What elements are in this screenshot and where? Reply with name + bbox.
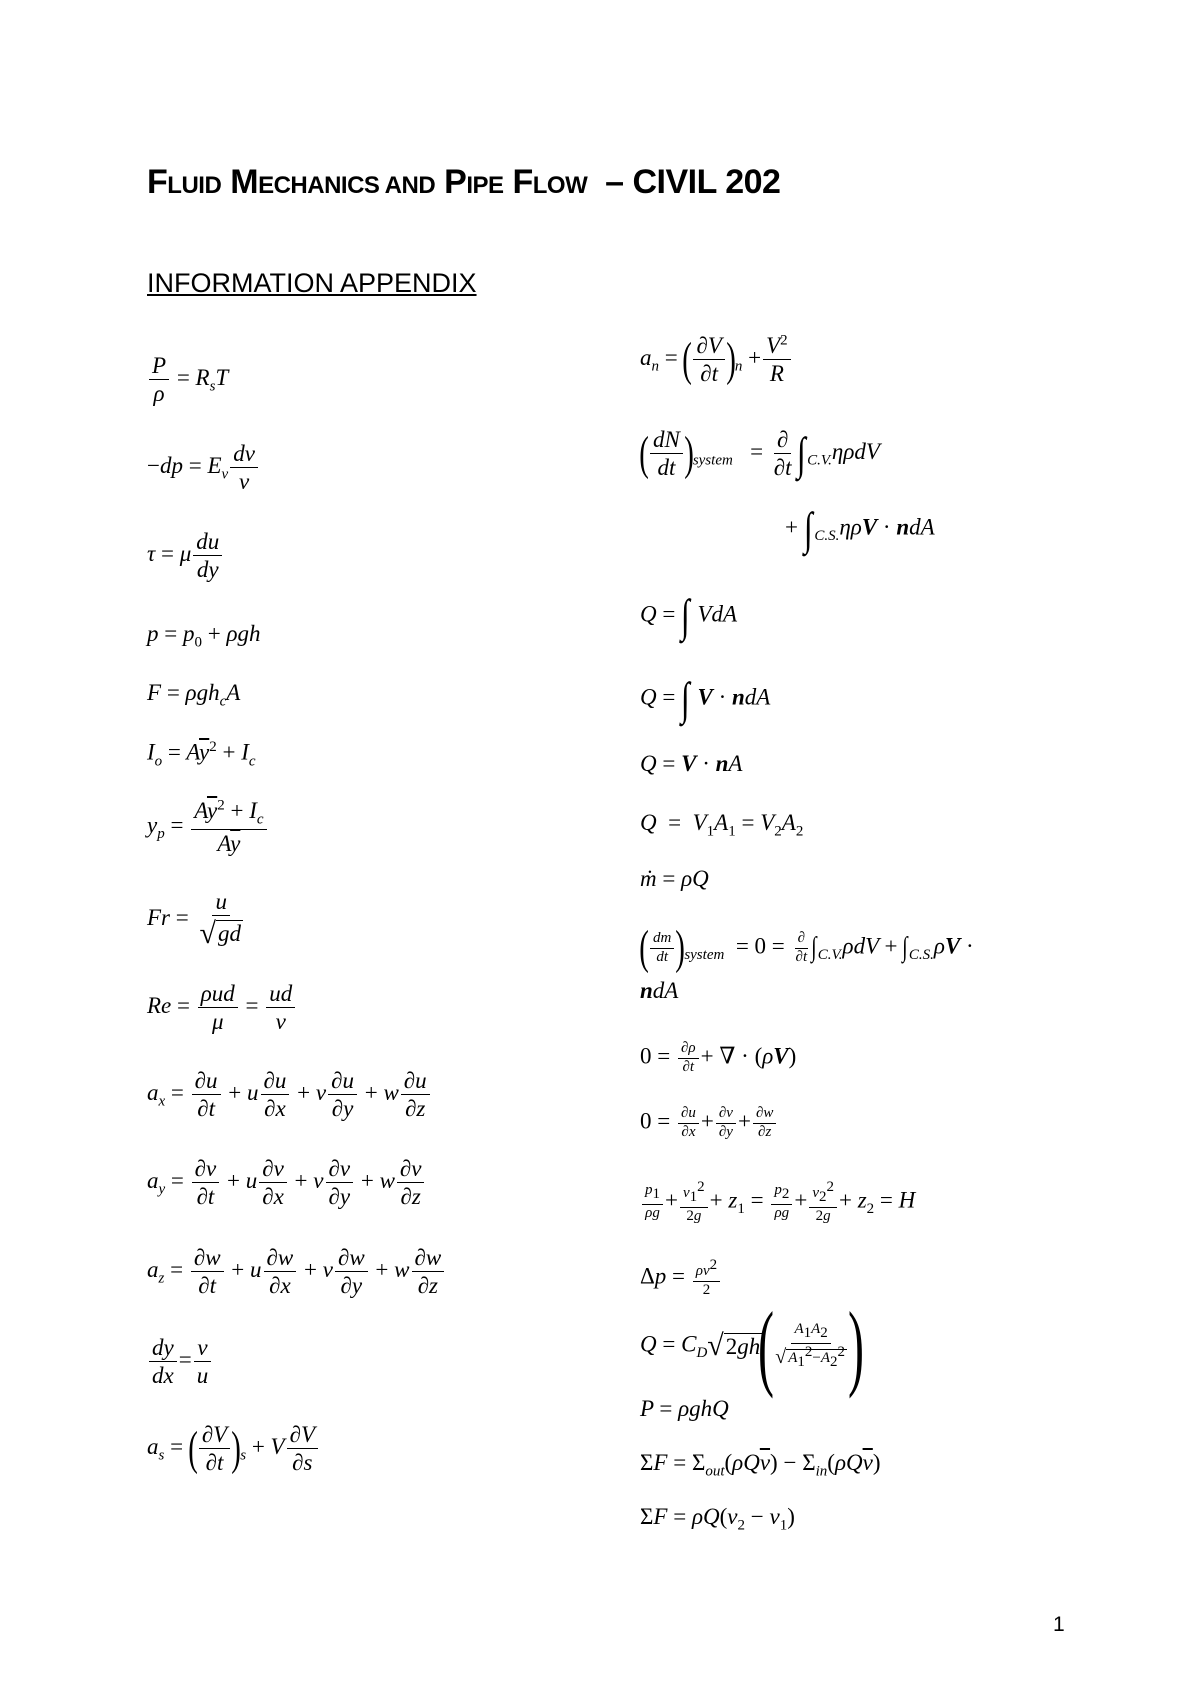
equation-acceleration-x: $a_x$ = $\frac{\partial u}{\partial t}$ + u $\frac{\partial u}{\partial x}$ + v $\frac{\partial u}{\partial y}$ + w $\frac{\partial u}{\partial z}$ bbox=[147, 1067, 432, 1122]
equation-continuity-area: $Q = V_1A_1 = V_2A_2$ bbox=[640, 810, 804, 840]
equation-parallel-axis: $I_o = A\overline{y}^2 + I_c$ bbox=[147, 739, 256, 770]
equation-reynolds-transport: ( $\frac{dN}{dt}$ )$_{system}$ = $\frac{\partial}{\partial t}$ ∫ $_{C.V.}$ηρdV bbox=[639, 426, 880, 481]
equation-mass-conservation: ( $\frac{dm}{dt}$ )$_{system} = 0$ = $\frac{\partial}{\partial t}$ $\int_{C.V.}\rho dV + \int_{C.S.}\rho V$ · bbox=[639, 921, 974, 974]
page-number: 1 bbox=[1053, 1613, 1065, 1636]
equation-hydrostatic-force: F = ρgh$_c$A bbox=[147, 680, 241, 710]
equation-acceleration-z: $a_z$ = $\frac{\partial w}{\partial t}$ + u $\frac{\partial w}{\partial x}$ + v $\frac{\partial w}{\partial y}$ + w $\frac{\partial w}{\partial z}$ bbox=[147, 1244, 446, 1299]
equation-acceleration-y: $a_y$ = $\frac{\partial v}{\partial t}$ + u $\frac{\partial v}{\partial x}$ + v $\frac{\partial v}{\partial y}$ + w $\frac{\partial v}{\partial z}$ bbox=[147, 1155, 426, 1210]
equation-momentum-velocity: $\Sigma F = \rho Q(v_2 - v_1)$ bbox=[640, 1504, 795, 1534]
page-title: FLUID MECHANICS AND PIPE FLOW – CIVIL 202 bbox=[147, 163, 781, 201]
equation-ideal-gas: $\frac{P}{\rho}$ = $R_sT$ bbox=[147, 352, 228, 407]
equation-bernoulli: $\frac{p_1}{\rho g}$ + $\frac{v_1^2}{2g}$ + $z_1$ = $\frac{p_2}{\rho g}$ + $\frac{v_2^2}{2g}$ + $z_2 = H$ bbox=[640, 1179, 915, 1225]
equation-reynolds-number: Re = $\frac{\text{ρud}}{\mu}$ = $\frac{ud}{\nu}$ bbox=[147, 980, 297, 1035]
equation-dynamic-pressure: Δp = $\frac{\rho v^2}{2}$ bbox=[640, 1257, 722, 1299]
equation-centre-of-pressure: $y_p$ = $\frac{A\overline{y}^2 + I_c}{A\overline{y}}$ bbox=[147, 797, 269, 857]
equation-reynolds-transport-cont: + ∫ $_{C.S.}$ηρV · ndA bbox=[785, 503, 935, 554]
equation-continuity-incompressible: 0 = $\frac{\partial u}{\partial x}$ + $\frac{\partial v}{\partial y}$ + $\frac{\partial w}{\partial z}$ bbox=[640, 1105, 778, 1141]
equation-mass-flow-rate: ṁ = ρQ bbox=[640, 866, 709, 891]
equation-streamline: $\frac{dy}{dx}$ = $\frac{v}{u}$ bbox=[147, 1334, 213, 1389]
equation-mass-conservation-cont: ndA bbox=[640, 978, 679, 1003]
equation-venturi-flow: $Q = C_D√2gh$( $\frac{A_1A_2}{√ A_1^2-A_2^2}$ ) bbox=[640, 1292, 865, 1399]
equation-bulk-modulus: $-dp = E_v$ $\frac{dv}{v}$ bbox=[147, 440, 260, 495]
equation-flow-rate-uniform: Q = V · nA bbox=[640, 751, 743, 776]
equation-flow-rate-integral: Q = ∫ VdA bbox=[640, 590, 738, 641]
equation-normal-acceleration: $a_n$ = ( $\frac{\partial V}{\partial t}$ )$_n$ + $\frac{V^2}{R}$ bbox=[640, 332, 793, 387]
equation-flow-rate-vector: Q = ∫ V · ndA bbox=[640, 673, 771, 724]
equation-momentum-sum: $\Sigma F = \Sigma_{out}(\rho Q\overline{v}) - \Sigma_{in}(\rho Q\overline{v})$ bbox=[640, 1450, 881, 1480]
equation-froude-number: Fr = $\frac{u}{√gd}$ bbox=[147, 889, 241, 951]
equation-hydrostatic-pressure: $p = p_0 + \rho gh$ bbox=[147, 621, 261, 651]
equation-streamwise-acceleration: $a_s$ = ( $\frac{\partial V}{\partial t}$ )$_s + V$ $\frac{\partial V}{\partial s}$ bbox=[147, 1421, 320, 1476]
section-heading: INFORMATION APPENDIX bbox=[147, 268, 477, 298]
equation-shear-stress: τ = μ $\frac{du}{dy}$ bbox=[147, 528, 224, 583]
equation-pump-power: P = ρghQ bbox=[640, 1396, 729, 1421]
equation-continuity-differential: 0 = $\frac{\partial\rho}{\partial t}$ + ∇ · (ρV) bbox=[640, 1040, 797, 1075]
